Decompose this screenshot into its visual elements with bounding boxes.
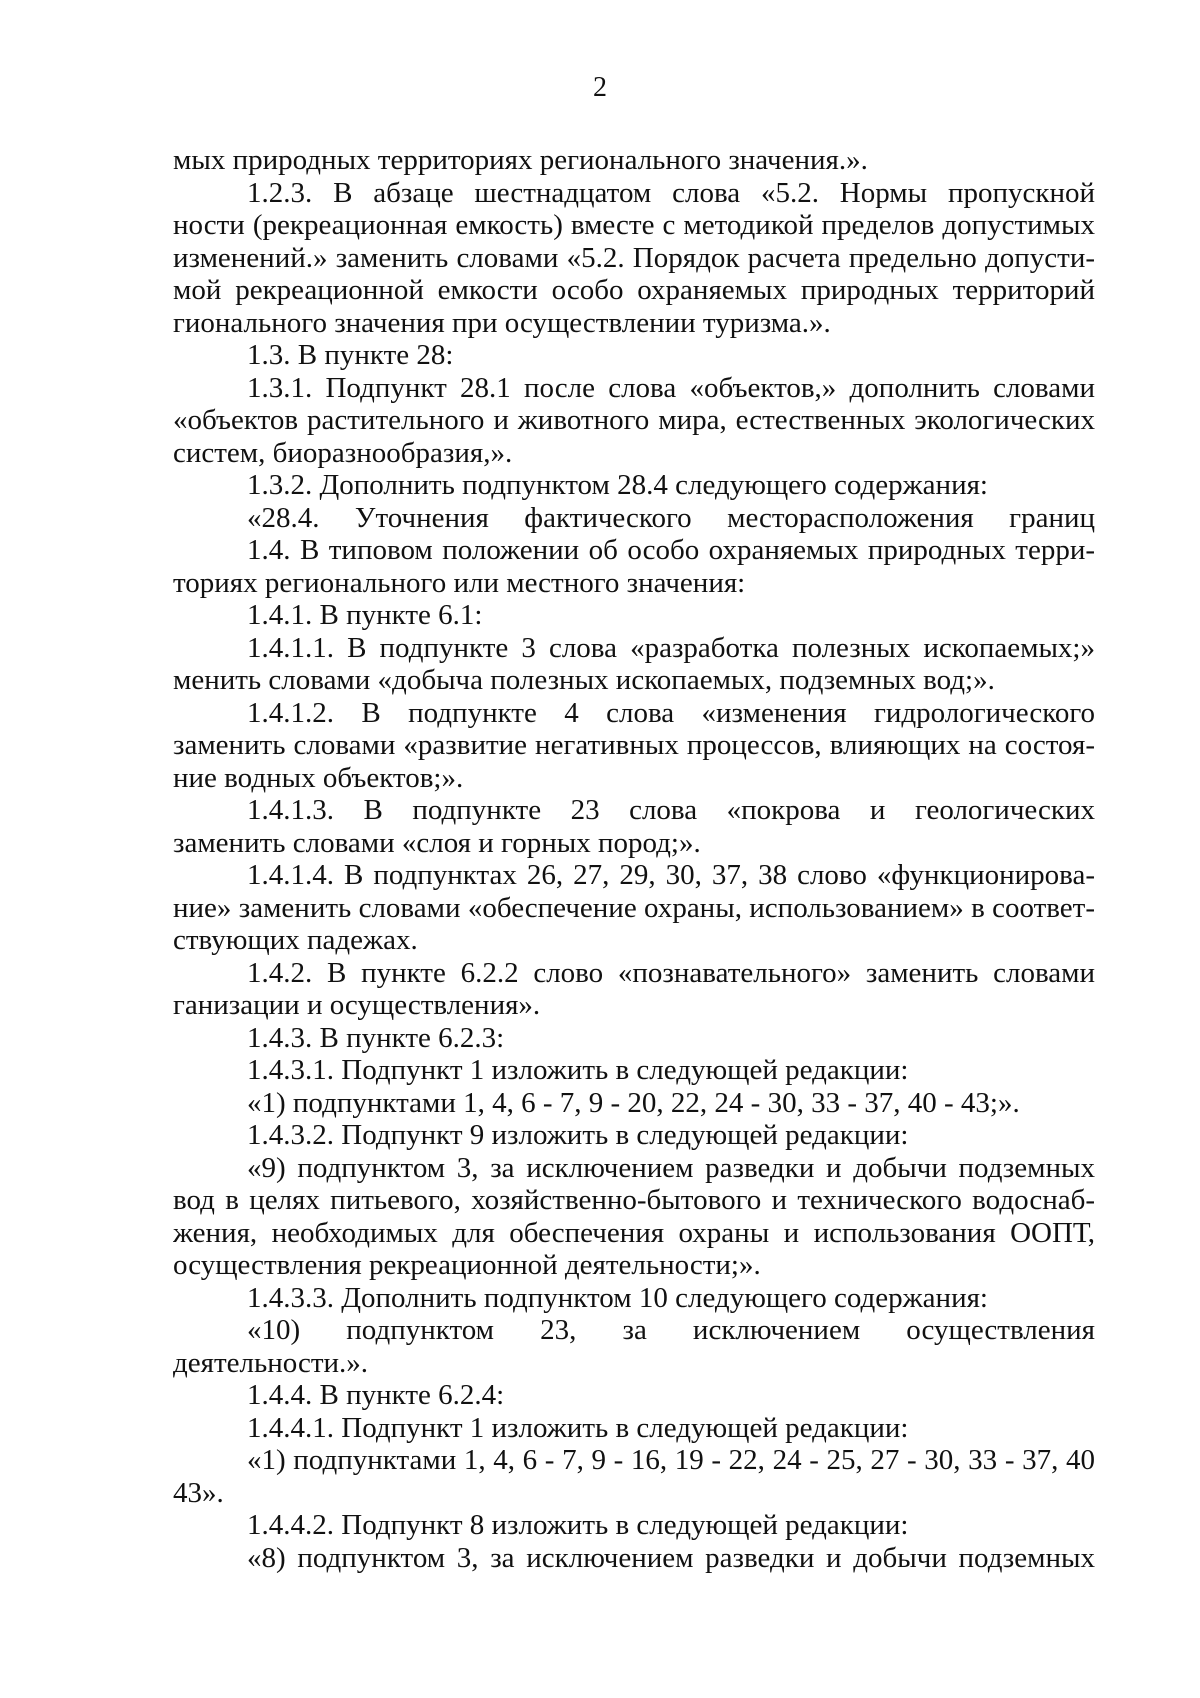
text-line: 1.4.3.1. Подпункт 1 изложить в следующей редакции: [247,1054,909,1086]
text-line: жения, необходимых для обеспечения охраны и использования ООПТ, [173,1216,1095,1249]
text-line: заменить словами «слоя и горных пород;». [173,826,701,859]
text-line: 1.4.1.2. В подпункте 4 слова «изменения гидрологического [247,696,1095,729]
text-line: «1) подпунктами 1, 4, 6 - 7, 9 - 16, 19 - 22, 24 - 25, 27 - 30, 33 - 37, 40 [247,1444,1095,1476]
text-line: «9) подпунктом 3, за исключением разведки и добычи подземных [247,1151,1095,1184]
text-line: 1.3. В пункте 28: [247,339,454,371]
text-line: 1.2.3. В абзаце шестнадцатом слова «5.2. Нормы пропускной [247,176,1095,209]
text-line: 43». [173,1476,224,1509]
text-line: 1.4.3. В пункте 6.2.3: [247,1021,505,1054]
text-line: «28.4. Уточнения фактического месторасположения границ [247,501,1095,534]
text-line: мой рекреационной емкости особо охраняемых природных территорий [173,274,1095,306]
text-line: 1.4.1. В пункте 6.1: [247,599,483,631]
text-line: 1.4.3.2. Подпункт 9 изложить в следующей редакции: [247,1119,909,1151]
text-line: «1) подпунктами 1, 4, 6 - 7, 9 - 20, 22, 24 - 30, 33 - 37, 40 - 43;». [247,1086,1020,1119]
text-line: мых природных территориях регионального значения.». [173,144,868,176]
page-number: 2 [593,72,607,103]
document-body [173,144,1095,1574]
text-line: «объектов растительного и животного мира, естественных экологических [173,404,1095,436]
text-line: 1.4.4. В пункте 6.2.4: [247,1379,505,1411]
text-line: осуществления рекреационной деятельности;». [173,1249,761,1281]
text-line: заменить словами «развитие негативных процессов, влияющих на состоя- [173,729,1095,761]
text-line: изменений.» заменить словами «5.2. Порядок расчета предельно допусти- [173,241,1095,274]
text-line: вод в целях питьевого, хозяйственно-бытового и технического водоснаб- [173,1184,1095,1216]
text-line: менить словами «добыча полезных ископаемых, подземных вод;». [173,664,995,696]
text-line: деятельности.». [173,1346,369,1379]
text-line: ние водных объектов;». [173,761,464,794]
text-line: 1.4.2. В пункте 6.2.2 слово «познавательного» заменить словами [247,956,1095,989]
text-line: ствующих падежах. [173,924,418,956]
text-line: 1.3.1. Подпункт 28.1 после слова «объектов,» дополнить словами [247,371,1095,404]
text-line: 1.4. В типовом положении об особо охраняемых природных терри- [247,534,1095,566]
text-line: 1.4.1.4. В подпунктах 26, 27, 29, 30, 37, 38 слово «функционирова- [247,859,1095,891]
text-line: «10) подпунктом 23, за исключением осуществления [247,1314,1095,1346]
text-line: «8) подпунктом 3, за исключением разведки и добычи подземных [247,1541,1095,1574]
text-line: 1.4.4.1. Подпункт 1 изложить в следующей редакции: [247,1411,909,1444]
text-line: 1.4.1.3. В подпункте 23 слова «покрова и геологических [247,794,1095,826]
text-line: 1.4.4.2. Подпункт 8 изложить в следующей редакции: [247,1509,909,1541]
text-line: гионального значения при осуществлении туризма.». [173,306,831,339]
text-line: 1.4.3.3. Дополнить подпунктом 10 следующего содержания: [247,1281,988,1314]
text-line: ториях регионального или местного значения: [173,566,746,599]
text-line: систем, биоразнообразия,». [173,436,513,469]
text-line: 1.3.2. Дополнить подпунктом 28.4 следующего содержания: [247,469,988,501]
text-line: ганизации и осуществления». [173,989,541,1021]
text-line: ности (рекреационная емкость) вместе с методикой пределов допустимых [173,209,1095,241]
text-line: ние» заменить словами «обеспечение охраны, использованием» в соответ- [173,891,1095,924]
text-line: 1.4.1.1. В подпункте 3 слова «разработка полезных ископаемых;» [247,631,1095,664]
